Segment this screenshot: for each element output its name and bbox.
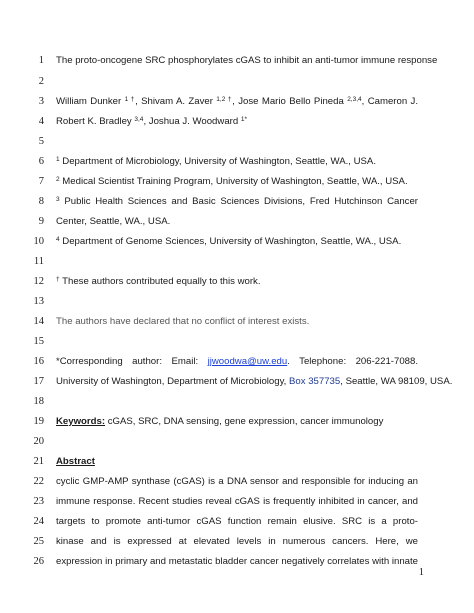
abstract-line: kinase and is expressed at elevated levels in numerous cancers. Here, we — [56, 536, 418, 547]
line-number: 13 — [33, 296, 44, 307]
line-23 — [0, 493, 474, 511]
line-1 — [0, 52, 474, 70]
line-number: 12 — [33, 276, 44, 287]
abstract-heading: Abstract — [56, 456, 95, 467]
line-number: 20 — [33, 436, 44, 447]
email-link[interactable]: jjwoodwa@uw.edu — [207, 356, 288, 367]
line-22 — [0, 473, 474, 491]
abstract-line: targets to promote anti-tumor cGAS function remain elusive. SRC is a proto- — [56, 516, 418, 527]
line-12 — [0, 273, 474, 291]
line-number: 14 — [33, 316, 44, 327]
affiliation-3: $^3$ Public Health Sciences and Basic Sciences Divisions, Fred Hutchinson Cancer — [56, 196, 418, 207]
line-16 — [0, 353, 474, 371]
line-number: 9 — [38, 216, 44, 227]
line-number: 24 — [33, 516, 44, 527]
line-3 — [0, 93, 474, 111]
line-number: 7 — [38, 176, 44, 187]
line-number: 25 — [33, 536, 44, 547]
line-2 — [0, 73, 474, 91]
line-number: 21 — [33, 456, 44, 467]
line-number: 2 — [38, 76, 44, 87]
affiliation-2: $^2$ Medical Scientist Training Program, University of Washington, Seattle, WA., USA. — [56, 176, 408, 187]
line-4 — [0, 113, 474, 131]
line-19 — [0, 413, 474, 431]
line-number: 11 — [33, 256, 44, 267]
line-number: 1 — [38, 55, 44, 66]
line-number: 4 — [38, 116, 44, 127]
line-number: 22 — [33, 476, 44, 487]
line-21 — [0, 453, 474, 471]
line-number: 10 — [33, 236, 44, 247]
line-number: 17 — [33, 376, 44, 387]
page-number: 1 — [418, 567, 424, 578]
corresponding-author: *Corresponding author: Email: jjwoodwa@uw.edu. Telephone: 206-221-7088. — [56, 356, 418, 367]
line-25 — [0, 533, 474, 551]
affiliation-4: $^4$ Department of Genome Sciences, University of Washington, Seattle, WA., USA. — [56, 236, 402, 247]
paper-title: The proto-oncogene SRC phosphorylates cGAS to inhibit an anti-tumor immune response — [56, 55, 438, 66]
author-list: William Dunker $^{1 \dagger}$, Shivam A. Zaver $^{1,2 \dagger}$, Jose Mario Bello Pineda $^{2,3,4}$, Cameron J. — [56, 96, 418, 107]
line-number: 16 — [33, 356, 44, 367]
line-6 — [0, 153, 474, 171]
line-number: 18 — [33, 396, 44, 407]
line-7 — [0, 173, 474, 191]
author-list-continued: Robert K. Bradley $^{3,4}$, Joshua J. Woodward $^{1*}$ — [56, 116, 248, 127]
line-number: 15 — [33, 336, 44, 347]
line-number: 8 — [38, 196, 44, 207]
affiliation-3-continued: Center, Seattle, WA., USA. — [56, 216, 171, 227]
line-5 — [0, 133, 474, 151]
abstract-line: cyclic GMP-AMP synthase (cGAS) is a DNA sensor and responsible for inducing an — [56, 476, 418, 487]
corresponding-address: University of Washington, Department of Microbiology, Box 357735, Seattle, WA 98109, USA. — [56, 376, 453, 387]
line-number: 23 — [33, 496, 44, 507]
affiliation-1: $^1$ Department of Microbiology, University of Washington, Seattle, WA., USA. — [56, 156, 376, 167]
equal-contribution-note: † These authors contributed equally to this work. — [56, 276, 261, 287]
keywords-label: Keywords: — [56, 416, 106, 427]
line-number: 5 — [38, 136, 44, 147]
line-11 — [0, 253, 474, 271]
line-13 — [0, 293, 474, 311]
line-24 — [0, 513, 474, 531]
line-number: 6 — [38, 156, 44, 167]
line-8 — [0, 193, 474, 211]
line-20 — [0, 433, 474, 451]
keywords: Keywords: cGAS, SRC, DNA sensing, gene expression, cancer immunology — [56, 416, 384, 427]
line-number: 26 — [33, 556, 44, 567]
line-17 — [0, 373, 474, 391]
line-18 — [0, 393, 474, 411]
line-number: 19 — [33, 416, 44, 427]
line-9 — [0, 213, 474, 231]
abstract-line: immune response. Recent studies reveal cGAS is frequently inhibited in cancer, and — [56, 496, 418, 507]
line-number: 3 — [38, 96, 44, 107]
line-10 — [0, 233, 474, 251]
line-26 — [0, 553, 474, 571]
conflict-statement: The authors have declared that no conflict of interest exists. — [56, 316, 310, 327]
abstract-line: expression in primary and metastatic bladder cancer negatively correlates with innate — [56, 556, 418, 567]
line-15 — [0, 333, 474, 351]
line-14 — [0, 313, 474, 331]
